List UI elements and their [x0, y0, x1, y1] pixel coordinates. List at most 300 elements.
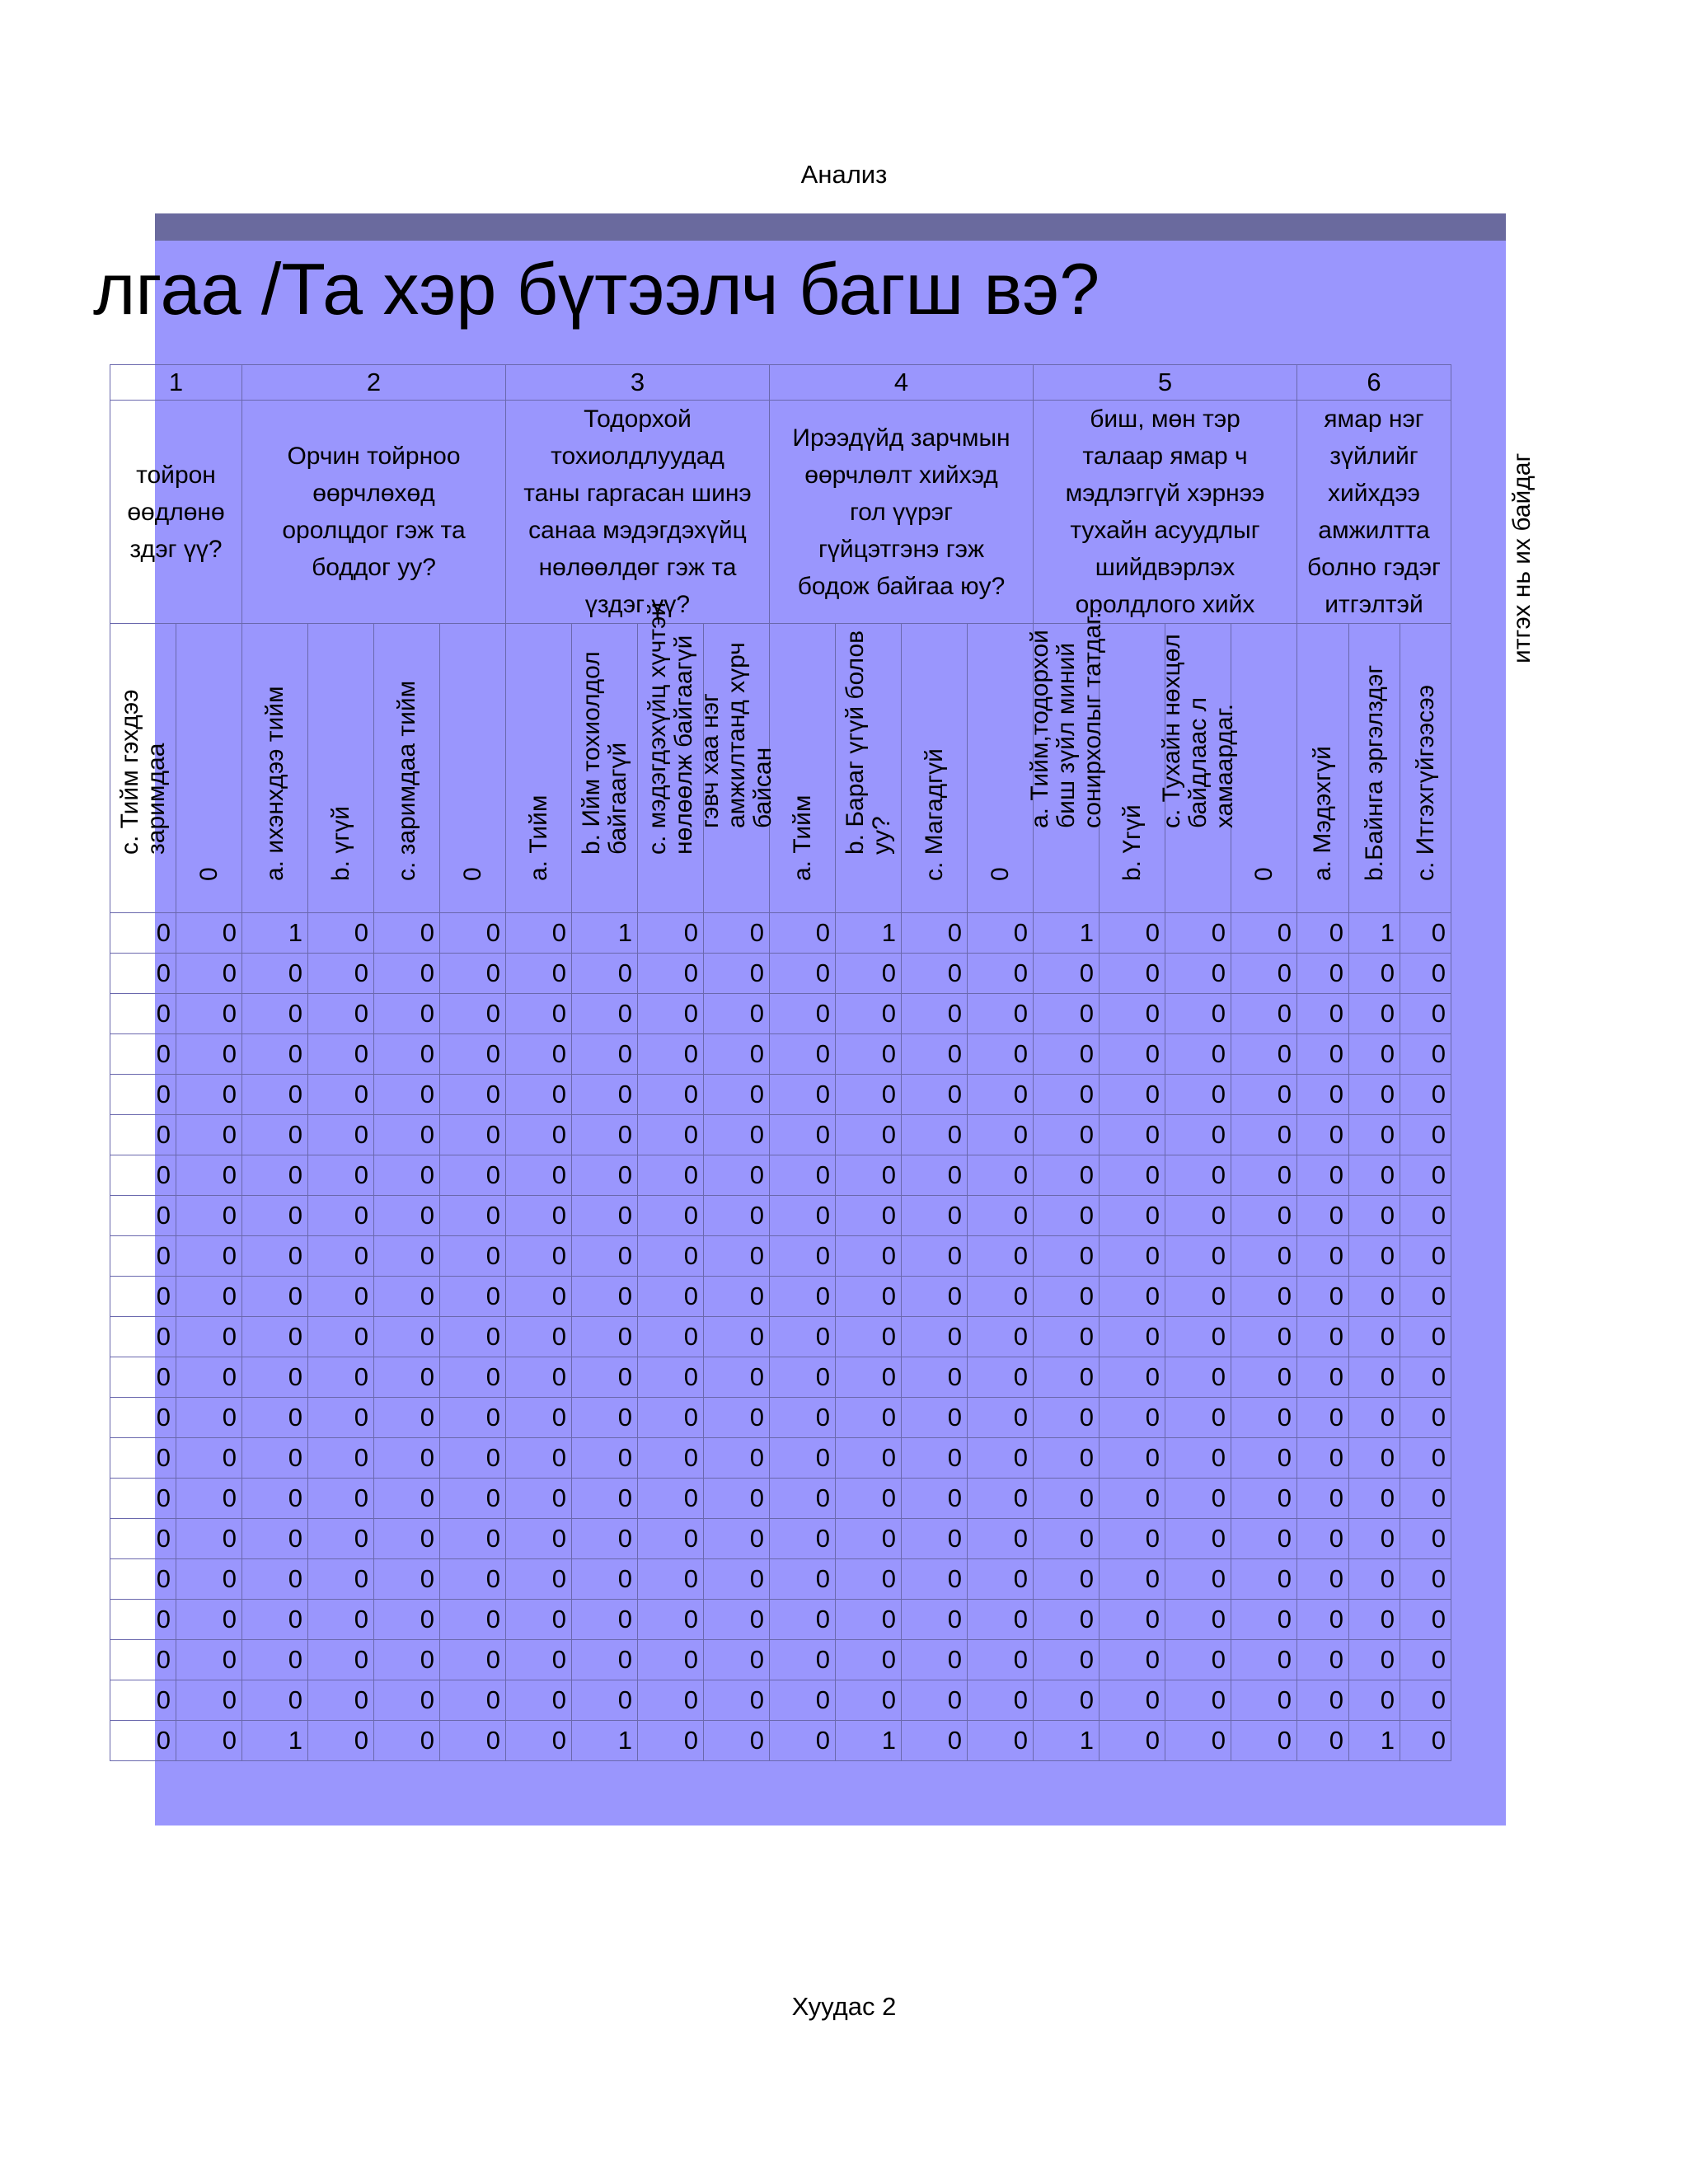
table-cell[interactable]: 0	[968, 1600, 1034, 1640]
table-cell[interactable]: 0	[1297, 1559, 1349, 1600]
table-cell[interactable]: 0	[638, 1277, 704, 1317]
table-cell[interactable]: 0	[440, 1479, 506, 1519]
table-cell[interactable]: 0	[506, 1721, 572, 1761]
table-cell[interactable]: 0	[704, 1721, 770, 1761]
table-cell[interactable]: 0	[572, 1519, 638, 1559]
table-cell[interactable]: 0	[638, 1519, 704, 1559]
table-cell[interactable]: 0	[836, 954, 902, 994]
table-cell[interactable]: 0	[1400, 1277, 1451, 1317]
table-cell[interactable]: 0	[440, 1721, 506, 1761]
table-cell[interactable]: 0	[572, 1196, 638, 1236]
table-cell[interactable]: 0	[176, 1236, 242, 1277]
table-cell[interactable]: 0	[770, 1559, 836, 1600]
table-cell[interactable]: 0	[1297, 1600, 1349, 1640]
table-cell[interactable]: 0	[1349, 1357, 1400, 1398]
table-cell[interactable]: 0	[308, 1680, 374, 1721]
table-cell[interactable]: 0	[1165, 1559, 1231, 1600]
table-cell[interactable]: 0	[110, 1034, 176, 1075]
table-cell[interactable]: 0	[308, 1075, 374, 1115]
table-cell[interactable]: 0	[1231, 1317, 1297, 1357]
table-cell[interactable]: 0	[836, 1277, 902, 1317]
table-cell[interactable]: 0	[1349, 1398, 1400, 1438]
table-cell[interactable]: 0	[242, 1277, 308, 1317]
table-cell[interactable]: 0	[440, 1115, 506, 1155]
table-cell[interactable]: 0	[374, 1155, 440, 1196]
table-cell[interactable]: 0	[902, 954, 968, 994]
table-cell[interactable]: 0	[1100, 1277, 1165, 1317]
table-cell[interactable]: 1	[1349, 1721, 1400, 1761]
table-cell[interactable]: 0	[176, 1398, 242, 1438]
table-cell[interactable]: 0	[506, 1155, 572, 1196]
table-cell[interactable]: 0	[1400, 1559, 1451, 1600]
table-cell[interactable]: 0	[1349, 1155, 1400, 1196]
table-cell[interactable]: 0	[308, 1479, 374, 1519]
table-cell[interactable]: 0	[1165, 1640, 1231, 1680]
table-cell[interactable]: 0	[1297, 1277, 1349, 1317]
table-cell[interactable]: 0	[572, 1559, 638, 1600]
table-cell[interactable]: 0	[572, 1236, 638, 1277]
table-cell[interactable]: 0	[506, 913, 572, 954]
table-cell[interactable]: 0	[308, 1559, 374, 1600]
table-cell[interactable]: 0	[836, 1196, 902, 1236]
table-cell[interactable]: 0	[704, 1357, 770, 1398]
table-cell[interactable]: 0	[308, 994, 374, 1034]
table-cell[interactable]: 0	[176, 1196, 242, 1236]
table-cell[interactable]: 0	[902, 1075, 968, 1115]
table-cell[interactable]: 0	[1400, 1115, 1451, 1155]
table-cell[interactable]: 0	[638, 1075, 704, 1115]
table-cell[interactable]: 0	[506, 954, 572, 994]
table-cell[interactable]: 0	[176, 1559, 242, 1600]
table-cell[interactable]: 0	[242, 1559, 308, 1600]
table-cell[interactable]: 0	[902, 1721, 968, 1761]
table-cell[interactable]: 0	[1231, 1640, 1297, 1680]
table-cell[interactable]: 0	[968, 994, 1034, 1034]
table-cell[interactable]: 0	[308, 1721, 374, 1761]
table-cell[interactable]: 0	[242, 1680, 308, 1721]
table-cell[interactable]: 0	[1231, 994, 1297, 1034]
table-cell[interactable]: 0	[1400, 1196, 1451, 1236]
table-cell[interactable]: 0	[902, 1155, 968, 1196]
table-cell[interactable]: 1	[572, 1721, 638, 1761]
table-cell[interactable]: 0	[770, 1398, 836, 1438]
table-cell[interactable]: 0	[506, 1398, 572, 1438]
table-cell[interactable]: 0	[968, 1479, 1034, 1519]
table-cell[interactable]: 0	[242, 994, 308, 1034]
table-cell[interactable]: 0	[1349, 1479, 1400, 1519]
table-cell[interactable]: 0	[506, 1519, 572, 1559]
table-cell[interactable]: 0	[110, 1236, 176, 1277]
table-cell[interactable]: 0	[704, 1640, 770, 1680]
table-cell[interactable]: 0	[638, 1357, 704, 1398]
table-cell[interactable]: 0	[902, 1277, 968, 1317]
table-cell[interactable]: 0	[968, 1640, 1034, 1680]
table-cell[interactable]: 0	[440, 954, 506, 994]
table-cell[interactable]: 0	[836, 1075, 902, 1115]
table-cell[interactable]: 0	[1165, 1438, 1231, 1479]
table-cell[interactable]: 0	[902, 1479, 968, 1519]
table-cell[interactable]: 0	[440, 1357, 506, 1398]
table-cell[interactable]: 0	[572, 1398, 638, 1438]
table-cell[interactable]: 0	[1100, 1236, 1165, 1277]
table-cell[interactable]: 0	[1165, 1519, 1231, 1559]
table-cell[interactable]: 0	[704, 1519, 770, 1559]
table-cell[interactable]: 0	[242, 1155, 308, 1196]
table-cell[interactable]: 0	[506, 1236, 572, 1277]
table-cell[interactable]: 0	[638, 1317, 704, 1357]
table-cell[interactable]: 0	[1400, 1398, 1451, 1438]
table-cell[interactable]: 0	[110, 994, 176, 1034]
table-cell[interactable]: 0	[704, 1075, 770, 1115]
table-cell[interactable]: 0	[836, 1398, 902, 1438]
table-cell[interactable]: 0	[704, 913, 770, 954]
table-cell[interactable]: 0	[1165, 1357, 1231, 1398]
table-cell[interactable]: 0	[1165, 1075, 1231, 1115]
table-cell[interactable]: 0	[374, 1075, 440, 1115]
table-cell[interactable]: 0	[1034, 1155, 1100, 1196]
table-cell[interactable]: 0	[638, 1479, 704, 1519]
table-cell[interactable]: 0	[374, 1438, 440, 1479]
table-cell[interactable]: 0	[638, 1115, 704, 1155]
table-cell[interactable]: 0	[1349, 954, 1400, 994]
table-cell[interactable]: 0	[440, 1034, 506, 1075]
table-cell[interactable]: 0	[1034, 1236, 1100, 1277]
table-cell[interactable]: 0	[242, 1236, 308, 1277]
table-cell[interactable]: 0	[968, 1317, 1034, 1357]
table-cell[interactable]: 0	[1400, 1479, 1451, 1519]
table-cell[interactable]: 0	[902, 1357, 968, 1398]
table-cell[interactable]: 0	[1034, 1519, 1100, 1559]
table-cell[interactable]: 0	[176, 1519, 242, 1559]
table-cell[interactable]: 0	[308, 1115, 374, 1155]
table-cell[interactable]: 0	[374, 1600, 440, 1640]
table-cell[interactable]: 0	[1034, 1357, 1100, 1398]
table-cell[interactable]: 0	[110, 1196, 176, 1236]
table-cell[interactable]: 0	[902, 1600, 968, 1640]
table-cell[interactable]: 0	[1297, 1196, 1349, 1236]
table-cell[interactable]: 0	[374, 1115, 440, 1155]
table-cell[interactable]: 0	[1349, 1519, 1400, 1559]
table-cell[interactable]: 0	[308, 1317, 374, 1357]
table-cell[interactable]: 0	[242, 1196, 308, 1236]
table-cell[interactable]: 1	[1349, 913, 1400, 954]
table-cell[interactable]: 0	[1165, 1277, 1231, 1317]
table-cell[interactable]: 0	[1400, 1680, 1451, 1721]
table-cell[interactable]: 0	[1231, 1277, 1297, 1317]
table-cell[interactable]: 0	[1034, 1317, 1100, 1357]
table-cell[interactable]: 0	[1297, 1034, 1349, 1075]
table-cell[interactable]: 0	[1165, 1680, 1231, 1721]
table-cell[interactable]: 0	[704, 1559, 770, 1600]
table-cell[interactable]: 0	[1400, 1317, 1451, 1357]
table-cell[interactable]: 0	[242, 1519, 308, 1559]
table-cell[interactable]: 0	[638, 1196, 704, 1236]
table-cell[interactable]: 0	[1297, 1398, 1349, 1438]
table-cell[interactable]: 0	[1400, 1034, 1451, 1075]
table-cell[interactable]: 0	[440, 1236, 506, 1277]
table-cell[interactable]: 0	[1100, 1479, 1165, 1519]
table-cell[interactable]: 0	[572, 1640, 638, 1680]
table-cell[interactable]: 0	[374, 1519, 440, 1559]
table-cell[interactable]: 0	[506, 1317, 572, 1357]
table-cell[interactable]: 0	[836, 1519, 902, 1559]
table-cell[interactable]: 0	[1034, 954, 1100, 994]
table-cell[interactable]: 0	[242, 1357, 308, 1398]
table-cell[interactable]: 0	[770, 1034, 836, 1075]
table-cell[interactable]: 0	[308, 913, 374, 954]
table-cell[interactable]: 0	[770, 1115, 836, 1155]
table-cell[interactable]: 0	[572, 1600, 638, 1640]
table-cell[interactable]: 0	[968, 1196, 1034, 1236]
table-cell[interactable]: 0	[1400, 954, 1451, 994]
table-cell[interactable]: 0	[506, 1680, 572, 1721]
table-cell[interactable]: 0	[374, 913, 440, 954]
table-cell[interactable]: 0	[902, 1398, 968, 1438]
table-cell[interactable]: 0	[902, 1236, 968, 1277]
table-cell[interactable]: 0	[968, 1075, 1034, 1115]
table-cell[interactable]: 0	[242, 1317, 308, 1357]
table-cell[interactable]: 0	[1297, 1519, 1349, 1559]
table-cell[interactable]: 0	[770, 1479, 836, 1519]
table-cell[interactable]: 0	[638, 913, 704, 954]
table-cell[interactable]: 0	[1100, 954, 1165, 994]
table-cell[interactable]: 0	[1034, 1479, 1100, 1519]
table-cell[interactable]: 0	[836, 1438, 902, 1479]
table-cell[interactable]: 0	[770, 1721, 836, 1761]
table-cell[interactable]: 0	[374, 954, 440, 994]
table-cell[interactable]: 0	[1100, 1398, 1165, 1438]
table-cell[interactable]: 0	[506, 994, 572, 1034]
table-cell[interactable]: 0	[836, 1680, 902, 1721]
table-cell[interactable]: 0	[902, 994, 968, 1034]
table-cell[interactable]: 0	[770, 1600, 836, 1640]
table-cell[interactable]: 0	[968, 954, 1034, 994]
table-cell[interactable]: 0	[1034, 994, 1100, 1034]
table-cell[interactable]: 0	[440, 1680, 506, 1721]
table-cell[interactable]: 0	[836, 1236, 902, 1277]
table-cell[interactable]: 0	[374, 1196, 440, 1236]
table-cell[interactable]: 0	[1231, 1236, 1297, 1277]
table-cell[interactable]: 0	[1297, 954, 1349, 994]
table-cell[interactable]: 0	[1297, 1317, 1349, 1357]
table-cell[interactable]: 0	[1400, 1357, 1451, 1398]
table-cell[interactable]: 0	[440, 1196, 506, 1236]
table-cell[interactable]: 0	[902, 1317, 968, 1357]
table-cell[interactable]: 0	[110, 1357, 176, 1398]
table-cell[interactable]: 0	[836, 1317, 902, 1357]
table-cell[interactable]: 0	[1165, 1721, 1231, 1761]
table-cell[interactable]: 0	[770, 1155, 836, 1196]
table-cell[interactable]: 0	[110, 1600, 176, 1640]
table-cell[interactable]: 0	[176, 1357, 242, 1398]
table-cell[interactable]: 1	[242, 1721, 308, 1761]
table-cell[interactable]: 0	[572, 1438, 638, 1479]
table-cell[interactable]: 0	[440, 1155, 506, 1196]
table-cell[interactable]: 0	[176, 1277, 242, 1317]
table-cell[interactable]: 0	[110, 1479, 176, 1519]
table-cell[interactable]: 0	[110, 1680, 176, 1721]
table-cell[interactable]: 0	[440, 1438, 506, 1479]
table-cell[interactable]: 0	[110, 1519, 176, 1559]
table-cell[interactable]: 0	[374, 1034, 440, 1075]
table-cell[interactable]: 0	[440, 913, 506, 954]
table-cell[interactable]: 0	[836, 1155, 902, 1196]
table-cell[interactable]: 0	[1231, 913, 1297, 954]
table-cell[interactable]: 0	[1400, 1600, 1451, 1640]
table-cell[interactable]: 0	[1297, 1438, 1349, 1479]
table-cell[interactable]: 0	[902, 1680, 968, 1721]
table-cell[interactable]: 0	[1297, 1680, 1349, 1721]
table-cell[interactable]: 0	[572, 1277, 638, 1317]
table-cell[interactable]: 0	[1349, 994, 1400, 1034]
table-cell[interactable]: 0	[704, 1600, 770, 1640]
table-cell[interactable]: 0	[638, 1721, 704, 1761]
table-cell[interactable]: 0	[374, 1479, 440, 1519]
table-cell[interactable]: 0	[176, 1479, 242, 1519]
table-cell[interactable]: 0	[1297, 1479, 1349, 1519]
table-cell[interactable]: 0	[968, 1519, 1034, 1559]
table-cell[interactable]: 0	[1231, 1115, 1297, 1155]
table-cell[interactable]: 0	[572, 954, 638, 994]
table-cell[interactable]: 0	[968, 913, 1034, 954]
table-cell[interactable]: 0	[1349, 1115, 1400, 1155]
table-cell[interactable]: 0	[176, 1680, 242, 1721]
table-cell[interactable]: 0	[704, 1115, 770, 1155]
table-cell[interactable]: 0	[770, 1680, 836, 1721]
table-cell[interactable]: 0	[968, 1236, 1034, 1277]
table-cell[interactable]: 0	[242, 1640, 308, 1680]
table-cell[interactable]: 0	[440, 1075, 506, 1115]
table-cell[interactable]: 1	[836, 1721, 902, 1761]
table-cell[interactable]: 0	[308, 1600, 374, 1640]
table-cell[interactable]: 0	[770, 1519, 836, 1559]
table-cell[interactable]: 0	[374, 1277, 440, 1317]
table-cell[interactable]: 0	[704, 1398, 770, 1438]
table-cell[interactable]: 0	[242, 1075, 308, 1115]
table-cell[interactable]: 0	[374, 1317, 440, 1357]
table-cell[interactable]: 0	[1297, 1115, 1349, 1155]
table-cell[interactable]: 0	[1034, 1277, 1100, 1317]
table-cell[interactable]: 0	[176, 954, 242, 994]
table-cell[interactable]: 0	[968, 1277, 1034, 1317]
table-cell[interactable]: 0	[704, 994, 770, 1034]
table-cell[interactable]: 0	[638, 994, 704, 1034]
table-cell[interactable]: 0	[638, 1640, 704, 1680]
table-cell[interactable]: 0	[968, 1721, 1034, 1761]
table-cell[interactable]: 0	[110, 1559, 176, 1600]
table-cell[interactable]: 0	[1165, 954, 1231, 994]
table-cell[interactable]: 0	[1349, 1640, 1400, 1680]
table-cell[interactable]: 0	[1034, 1438, 1100, 1479]
table-cell[interactable]: 0	[374, 1640, 440, 1680]
table-cell[interactable]: 0	[1231, 1075, 1297, 1115]
table-cell[interactable]: 0	[308, 1519, 374, 1559]
table-cell[interactable]: 0	[968, 1115, 1034, 1155]
table-cell[interactable]: 0	[1231, 1519, 1297, 1559]
table-cell[interactable]: 0	[704, 1277, 770, 1317]
table-cell[interactable]: 0	[1231, 1559, 1297, 1600]
table-cell[interactable]: 0	[1100, 1640, 1165, 1680]
table-cell[interactable]: 0	[1034, 1559, 1100, 1600]
table-cell[interactable]: 0	[506, 1196, 572, 1236]
table-cell[interactable]: 0	[572, 1155, 638, 1196]
table-cell[interactable]: 0	[968, 1034, 1034, 1075]
table-cell[interactable]: 0	[308, 1640, 374, 1680]
table-cell[interactable]: 0	[638, 1236, 704, 1277]
table-cell[interactable]: 0	[1100, 1075, 1165, 1115]
table-cell[interactable]: 0	[506, 1034, 572, 1075]
table-cell[interactable]: 0	[1297, 1357, 1349, 1398]
table-cell[interactable]: 0	[242, 1034, 308, 1075]
table-cell[interactable]: 0	[1400, 1640, 1451, 1680]
table-cell[interactable]: 0	[902, 1640, 968, 1680]
table-cell[interactable]: 0	[836, 1034, 902, 1075]
table-cell[interactable]: 0	[572, 1115, 638, 1155]
table-cell[interactable]: 0	[770, 1277, 836, 1317]
table-cell[interactable]: 0	[638, 954, 704, 994]
table-cell[interactable]: 1	[1034, 913, 1100, 954]
table-cell[interactable]: 0	[1400, 1075, 1451, 1115]
table-cell[interactable]: 0	[1349, 1196, 1400, 1236]
table-cell[interactable]: 0	[968, 1680, 1034, 1721]
table-cell[interactable]: 0	[704, 1196, 770, 1236]
table-cell[interactable]: 0	[1297, 1155, 1349, 1196]
table-cell[interactable]: 0	[1165, 1479, 1231, 1519]
table-cell[interactable]: 0	[242, 1115, 308, 1155]
table-cell[interactable]: 0	[1034, 1640, 1100, 1680]
table-cell[interactable]: 0	[242, 1479, 308, 1519]
table-cell[interactable]: 0	[1400, 994, 1451, 1034]
table-cell[interactable]: 0	[770, 1438, 836, 1479]
table-cell[interactable]: 0	[1231, 1479, 1297, 1519]
table-cell[interactable]: 0	[1034, 1115, 1100, 1155]
table-cell[interactable]: 0	[1100, 1034, 1165, 1075]
table-cell[interactable]: 0	[1297, 1721, 1349, 1761]
table-cell[interactable]: 0	[770, 1075, 836, 1115]
table-cell[interactable]: 0	[506, 1600, 572, 1640]
table-cell[interactable]: 0	[242, 1398, 308, 1438]
table-cell[interactable]: 0	[1349, 1559, 1400, 1600]
table-cell[interactable]: 0	[638, 1438, 704, 1479]
table-cell[interactable]: 0	[1100, 1317, 1165, 1357]
table-cell[interactable]: 0	[1297, 913, 1349, 954]
table-cell[interactable]: 0	[902, 1196, 968, 1236]
table-cell[interactable]: 0	[836, 1115, 902, 1155]
table-cell[interactable]: 0	[968, 1398, 1034, 1438]
table-cell[interactable]: 0	[1100, 994, 1165, 1034]
table-cell[interactable]: 0	[572, 1317, 638, 1357]
table-cell[interactable]: 0	[374, 1559, 440, 1600]
table-cell[interactable]: 0	[110, 913, 176, 954]
table-cell[interactable]: 0	[1231, 1600, 1297, 1640]
table-cell[interactable]: 0	[1165, 994, 1231, 1034]
table-cell[interactable]: 0	[1231, 1196, 1297, 1236]
table-cell[interactable]: 0	[770, 1640, 836, 1680]
table-cell[interactable]: 0	[374, 1721, 440, 1761]
table-cell[interactable]: 0	[1349, 1236, 1400, 1277]
table-cell[interactable]: 0	[308, 1196, 374, 1236]
table-cell[interactable]: 1	[1034, 1721, 1100, 1761]
table-cell[interactable]: 0	[770, 994, 836, 1034]
table-cell[interactable]: 0	[836, 1479, 902, 1519]
table-cell[interactable]: 0	[1100, 913, 1165, 954]
table-cell[interactable]: 0	[1165, 1600, 1231, 1640]
table-cell[interactable]: 0	[770, 1317, 836, 1357]
table-cell[interactable]: 0	[572, 1479, 638, 1519]
table-cell[interactable]: 0	[902, 1438, 968, 1479]
table-cell[interactable]: 0	[176, 913, 242, 954]
table-cell[interactable]: 0	[308, 1357, 374, 1398]
